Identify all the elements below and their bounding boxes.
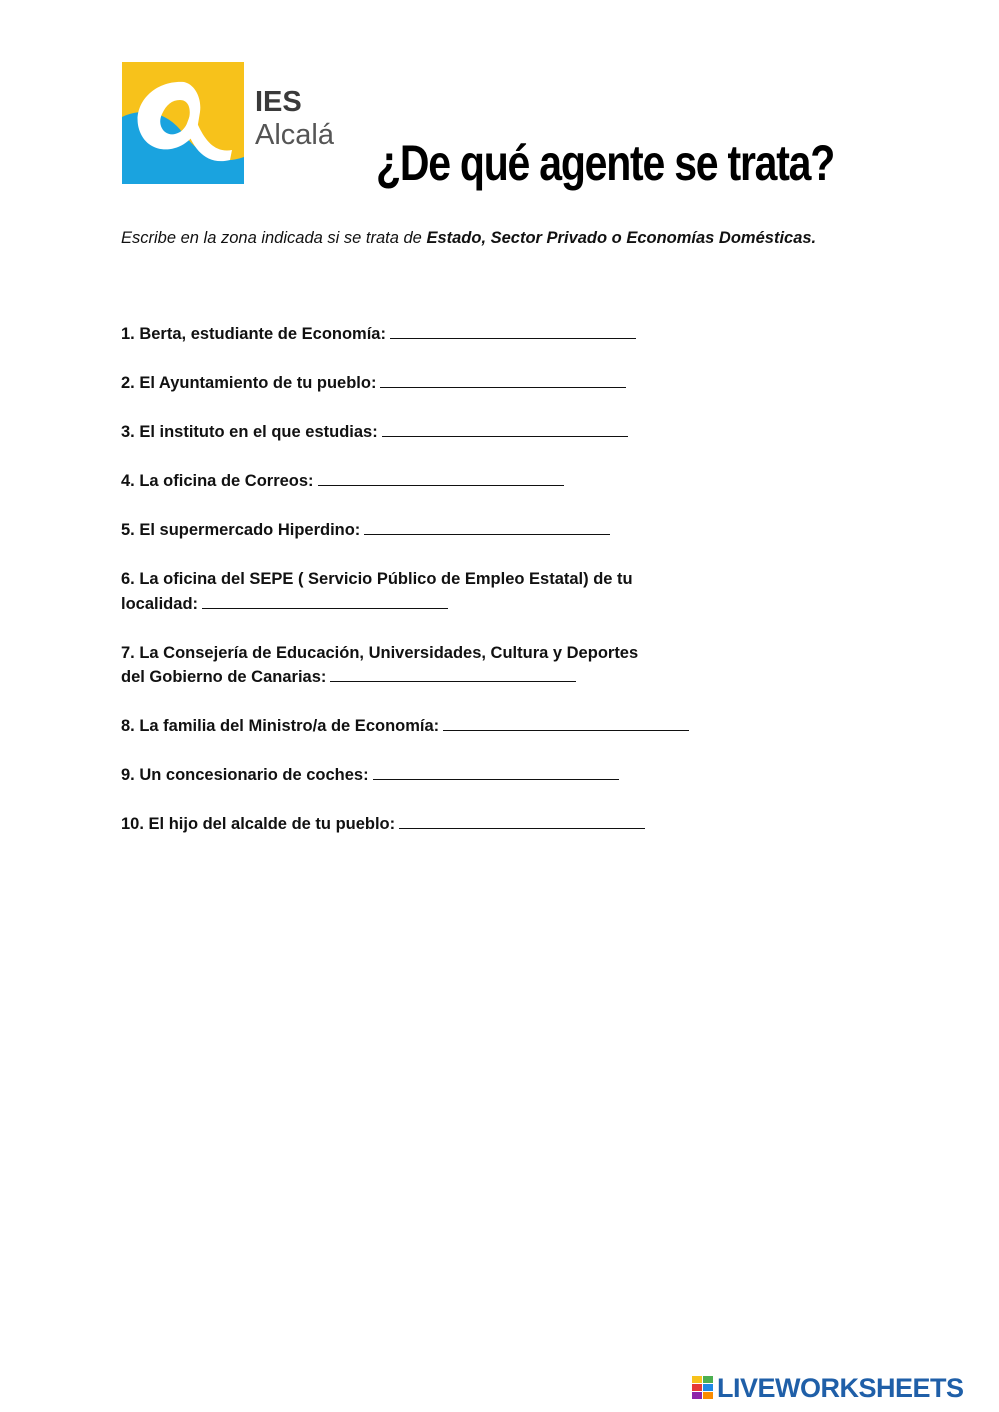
answer-blank[interactable]	[202, 592, 448, 609]
instructions-bold: Estado, Sector Privado o Economías Domésticas.	[426, 229, 817, 247]
logo-line-ies: IES	[255, 86, 302, 118]
question-text: 4. La oficina de Correos:	[121, 472, 314, 490]
ies-alcala-logo-icon	[122, 62, 244, 184]
answer-blank[interactable]	[390, 322, 636, 339]
footer-brand[interactable]	[692, 1374, 964, 1402]
answer-blank[interactable]	[364, 518, 610, 535]
question-item	[121, 420, 761, 445]
question-item	[121, 812, 761, 837]
answer-blank[interactable]	[399, 812, 645, 829]
answer-blank[interactable]	[443, 714, 689, 731]
instructions	[121, 226, 821, 251]
question-text: 2. El Ayuntamiento de tu pueblo:	[121, 374, 377, 392]
question-item	[121, 641, 651, 690]
answer-blank[interactable]	[380, 371, 626, 388]
page-title: ¿De qué agente se trata?	[376, 135, 835, 191]
question-item	[121, 469, 761, 494]
question-text: 6. La oficina del SEPE ( Servicio Público de Empleo Estatal) de tu localidad:	[121, 570, 633, 613]
question-text: 5. El supermercado Hiperdino:	[121, 521, 361, 539]
question-item	[121, 763, 761, 788]
footer-brand-text: LIVEWORKSHEETS	[717, 1372, 964, 1403]
answer-blank[interactable]	[318, 469, 564, 486]
question-item	[121, 714, 761, 739]
instructions-text: Escribe en la zona indicada si se trata de	[121, 229, 427, 247]
answer-blank[interactable]	[373, 763, 619, 780]
question-item	[121, 322, 761, 347]
question-text: 7. La Consejería de Educación, Universidades, Cultura y Deportes del Gobierno de Canarias:	[121, 643, 639, 686]
question-text: 9. Un concesionario de coches:	[121, 766, 369, 784]
question-text: 3. El instituto en el que estudias:	[121, 423, 378, 441]
question-item	[121, 518, 761, 543]
question-text: 8. La familia del Ministro/a de Economía:	[121, 717, 440, 735]
logo-line-alcala: Alcalá	[255, 119, 334, 151]
question-list	[121, 322, 761, 861]
question-text: 1. Berta, estudiante de Economía:	[121, 325, 386, 343]
answer-blank[interactable]	[330, 665, 576, 682]
liveworksheets-icon	[692, 1376, 714, 1400]
answer-blank[interactable]	[382, 420, 628, 437]
question-item	[121, 371, 761, 396]
question-text: 10. El hijo del alcalde de tu pueblo:	[121, 815, 396, 833]
question-item	[121, 567, 711, 616]
